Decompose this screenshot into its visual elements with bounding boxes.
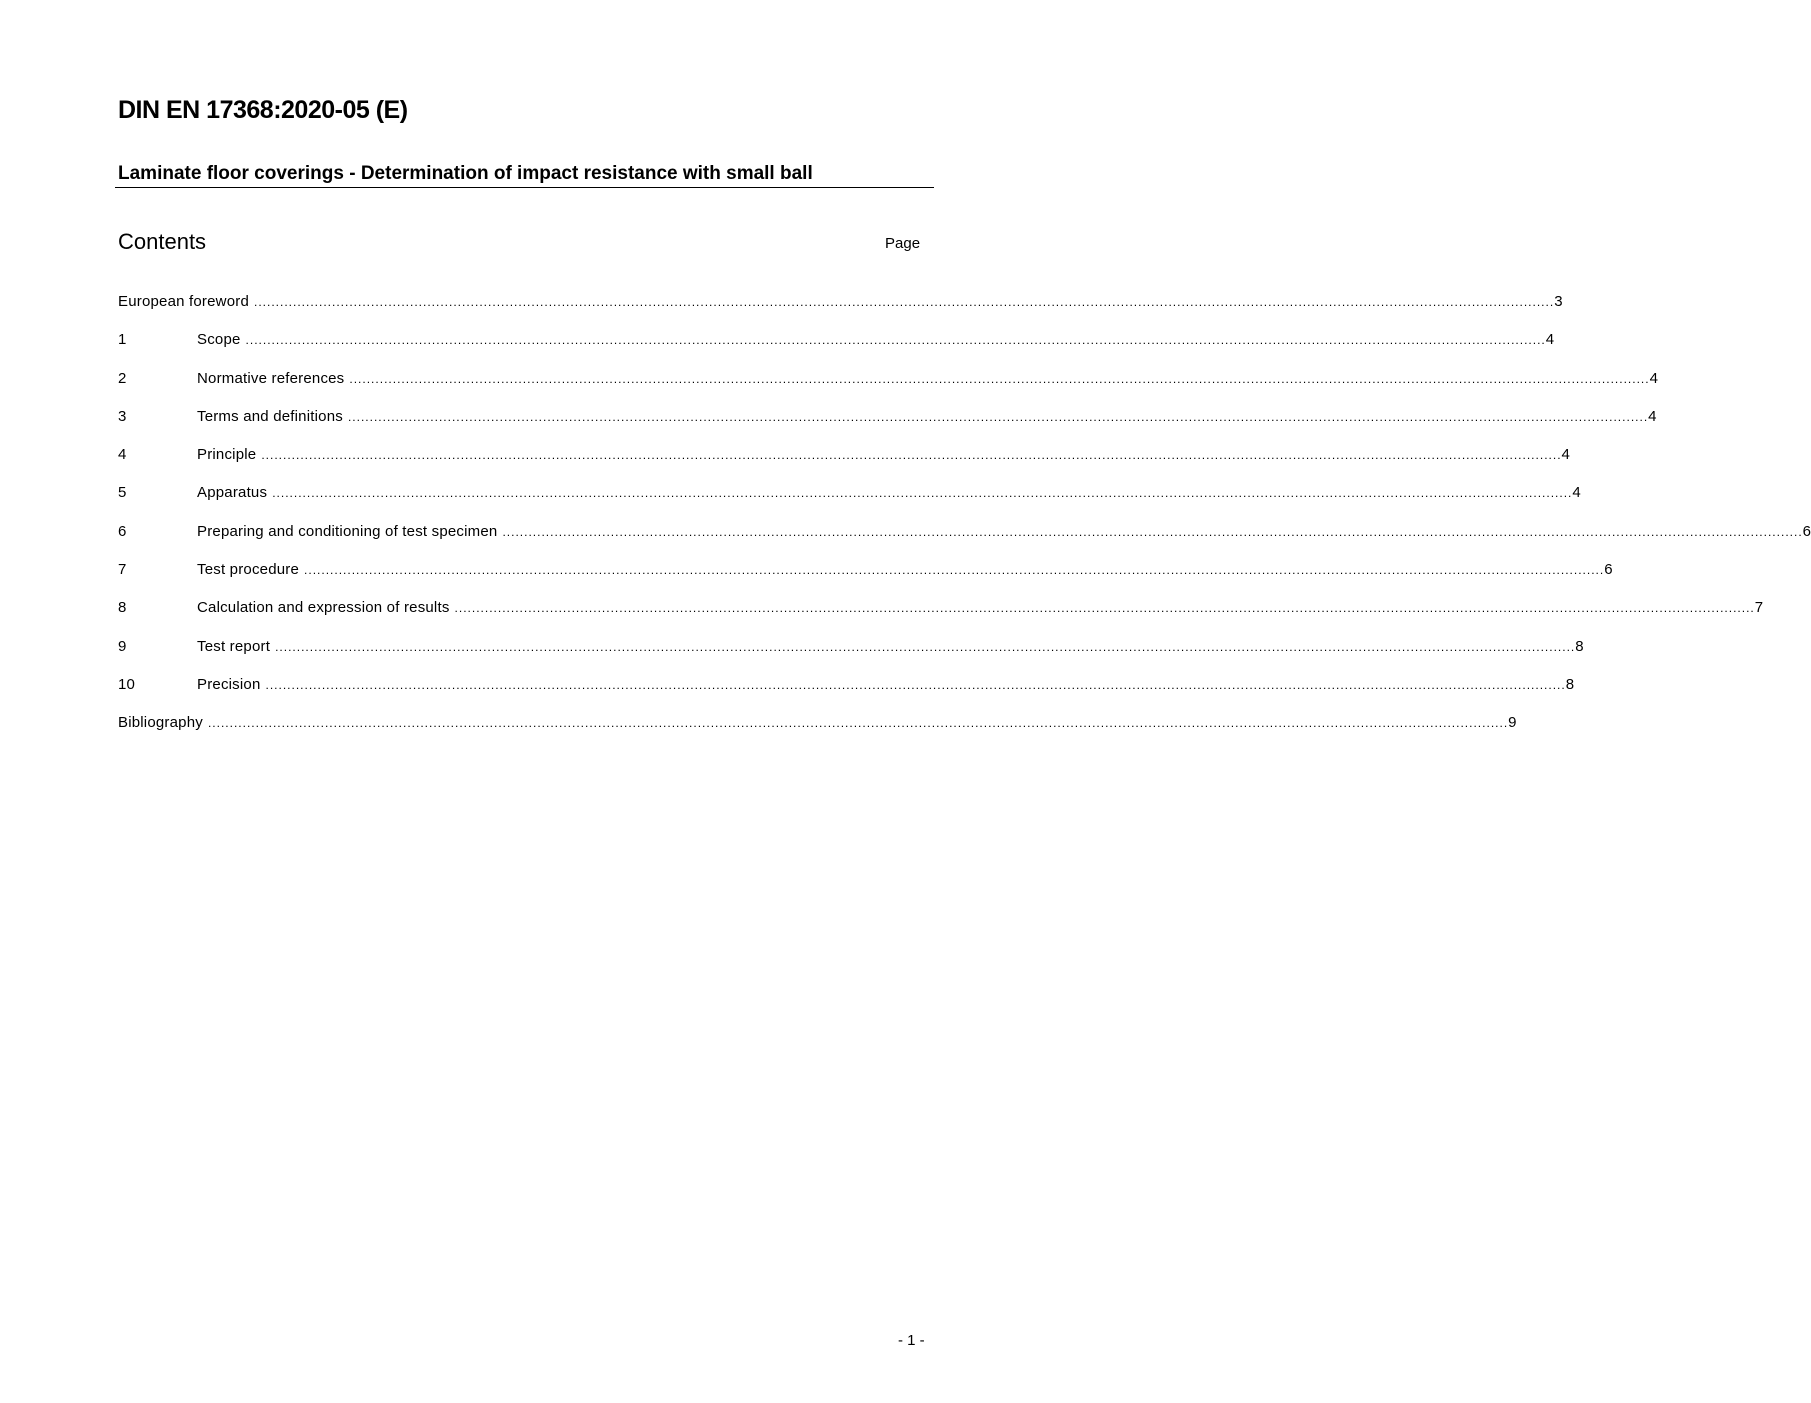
subtitle-underline bbox=[115, 187, 934, 188]
toc-entry-page: 6 bbox=[1604, 561, 1613, 579]
toc-entry-number: 7 bbox=[118, 561, 127, 579]
toc-leader-dots: ............................................................................................................................................................................................................................................................................................................ bbox=[275, 639, 1576, 654]
toc-entry-label: Preparing and conditioning of test specimen bbox=[197, 522, 498, 540]
toc-entry-page: 4 bbox=[1561, 446, 1571, 464]
toc-leader-dots: ............................................................................................................................................................................................................................................................................................................ bbox=[253, 295, 1555, 309]
toc-entry-page: 4 bbox=[1648, 407, 1657, 425]
toc-leader-dots: ............................................................................................................................................................................................................................................................................................................ bbox=[261, 448, 1562, 463]
toc-entry-bibliography[interactable] bbox=[118, 712, 1517, 750]
toc-entry-precision[interactable] bbox=[118, 674, 1575, 712]
toc-entry-label: Bibliography bbox=[118, 714, 203, 732]
toc-entry-page: 7 bbox=[1754, 599, 1764, 617]
toc-leader-dots: ............................................................................................................................................................................................................................................................................................................ bbox=[245, 333, 1546, 348]
toc-leader-dots: ............................................................................................................................................................................................................................................................................................................ bbox=[347, 409, 1649, 424]
document-subtitle: Laminate floor coverings - Determination of impact resistance with small ball bbox=[118, 163, 813, 184]
toc-entry-terms-and-definitions[interactable] bbox=[118, 406, 1657, 444]
toc-entry-page: 8 bbox=[1565, 675, 1575, 693]
toc-entry-scope[interactable] bbox=[118, 329, 1555, 367]
toc-leader-dots: ............................................................................................................................................................................................................................................................................................................ bbox=[502, 524, 1803, 539]
toc-entry-principle[interactable] bbox=[118, 444, 1571, 482]
toc-entry-page: 6 bbox=[1802, 522, 1811, 540]
toc-entry-label: Terms and definitions bbox=[197, 407, 343, 425]
toc-entry-label: Precision bbox=[197, 675, 261, 693]
toc-leader-dots: ............................................................................................................................................................................................................................................................................................................ bbox=[272, 486, 1573, 501]
contents-heading: Contents bbox=[118, 229, 207, 254]
toc-entry-number: 2 bbox=[118, 369, 127, 387]
toc-entry-number: 1 bbox=[118, 331, 127, 349]
toc-entry-page: 4 bbox=[1545, 331, 1555, 349]
toc-leader-dots: ............................................................................................................................................................................................................................................................................................................ bbox=[349, 371, 1650, 386]
toc-entry-page: 4 bbox=[1649, 369, 1659, 387]
toc-entry-number: 6 bbox=[118, 522, 127, 540]
table-of-contents bbox=[118, 291, 1811, 751]
toc-entry-label: Scope bbox=[197, 331, 241, 349]
toc-leader-dots: ............................................................................................................................................................................................................................................................................................................ bbox=[207, 716, 1509, 731]
page-number: - 1 - bbox=[898, 1332, 925, 1349]
toc-entry-test-report[interactable] bbox=[118, 636, 1584, 674]
toc-entry-normative-references[interactable] bbox=[118, 368, 1659, 406]
page-column-heading: Page bbox=[885, 235, 921, 252]
toc-entry-european-foreword[interactable] bbox=[118, 291, 1563, 329]
toc-entry-preparing-and-conditioning[interactable] bbox=[118, 521, 1811, 559]
toc-entry-label: Test procedure bbox=[197, 561, 300, 579]
toc-entry-label: Test report bbox=[197, 637, 271, 655]
toc-entry-label: Principle bbox=[197, 446, 257, 464]
document-title: DIN EN 17368:2020-05 (E) bbox=[118, 96, 408, 124]
toc-entry-label: Normative references bbox=[197, 369, 345, 387]
toc-leader-dots: ............................................................................................................................................................................................................................................................................................................ bbox=[454, 601, 1755, 616]
toc-entry-test-procedure[interactable] bbox=[118, 559, 1613, 597]
toc-entry-number: 5 bbox=[118, 484, 127, 502]
toc-entry-number: 4 bbox=[118, 446, 127, 464]
toc-entry-number: 3 bbox=[118, 407, 127, 425]
toc-entry-label: Calculation and expression of results bbox=[197, 599, 450, 617]
toc-entry-label: Apparatus bbox=[197, 484, 268, 502]
toc-entry-page: 8 bbox=[1575, 637, 1584, 655]
toc-entry-label: European foreword bbox=[118, 293, 249, 310]
toc-entry-apparatus[interactable] bbox=[118, 482, 1581, 520]
toc-entry-number: 10 bbox=[118, 675, 136, 693]
toc-leader-dots: ............................................................................................................................................................................................................................................................................................................ bbox=[304, 563, 1605, 578]
toc-entry-number: 8 bbox=[118, 599, 127, 617]
toc-entry-page: 3 bbox=[1554, 293, 1563, 310]
toc-entry-number: 9 bbox=[118, 637, 127, 655]
toc-entry-page: 9 bbox=[1508, 714, 1517, 732]
toc-leader-dots: ............................................................................................................................................................................................................................................................................................................ bbox=[265, 677, 1566, 692]
toc-entry-page: 4 bbox=[1572, 484, 1581, 502]
toc-entry-calculation-and-expression[interactable] bbox=[118, 597, 1764, 635]
